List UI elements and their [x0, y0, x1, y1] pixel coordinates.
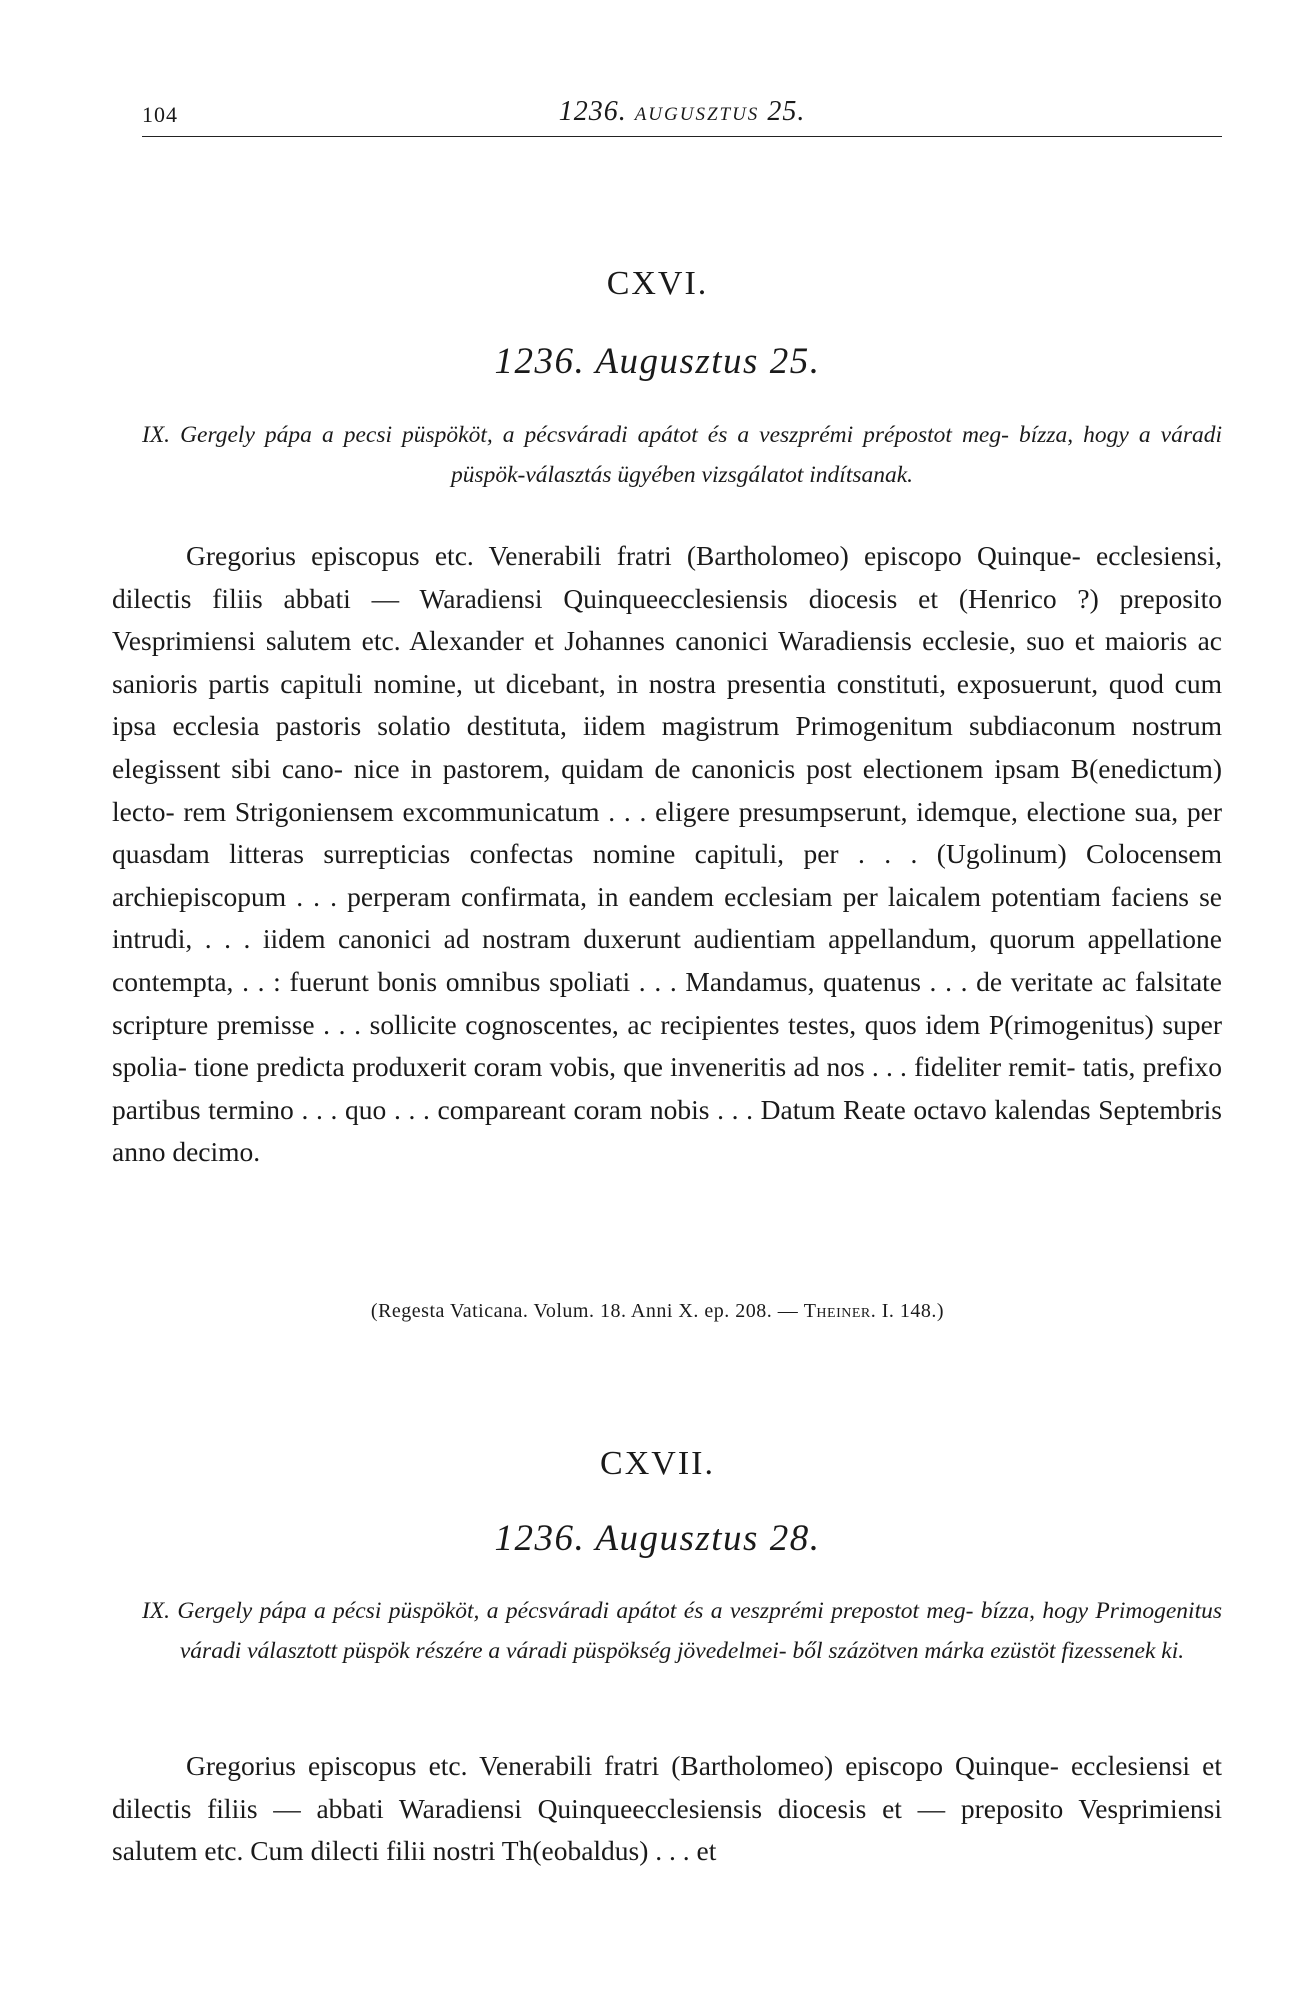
document-summary: IX. Gergely pápa a pecsi püspököt, a pécsváradi apátot és a veszprémi prépostot meg- bízza, hogy a váradi püspök-választás ügyében vizsgálatot indítsanak.	[142, 422, 1222, 488]
document-body: Gregorius episcopus etc. Venerabili fratri (Bartholomeo) episcopo Quinque- ecclesiensi et dilectis filiis — abbati Waradiensi Quinqueecclesiensis diocesis et — preposito Vesprimiensi salutem etc. Cum dilecti filii nostri Th(eobaldus) . . . et	[112, 1750, 1222, 1867]
document-number: CXVI.	[606, 265, 709, 302]
document-date: 1236. Augusztus 25.	[494, 341, 821, 382]
source-citation	[0, 1300, 1315, 1323]
running-header	[142, 96, 1222, 137]
running-day: 25.	[767, 96, 806, 127]
document-summary: IX. Gergely pápa a pécsi püspököt, a pécsváradi apátot és a veszprémi prepostot meg- bízza, hogy Primogenitus váradi választott püspök részére a váradi püspökség jövedelmei- ből százötven márka ezüstöt fizessenek ki.	[142, 1598, 1222, 1664]
source-prefix: (Regesta Vaticana. Volum. 18. Anni X. ep. 208. —	[370, 1300, 804, 1322]
running-title	[142, 96, 1222, 128]
page-number: 104	[142, 102, 178, 127]
document-number: CXVII.	[600, 1445, 715, 1482]
running-month: AUGUSZTUS	[634, 104, 760, 125]
source-suffix: . I. 148.)	[870, 1300, 945, 1322]
document-date: 1236. Augusztus 28.	[494, 1518, 821, 1559]
running-year: 1236.	[558, 96, 627, 127]
document-body: Gregorius episcopus etc. Venerabili fratri (Bartholomeo) episcopo Quinque- ecclesiensi, dilectis filiis abbati — Waradiensi Quinqueecclesiensis diocesis et (Henrico ?) preposito Vesprimiensi salutem etc. Alexander et Johannes canonici Waradiensis ecclesie, suo et maioris ac sanioris partis capituli nomine, ut dicebant, in nostra presentia constituti, exposuerunt, quod cum ipsa ecclesia pastoris solatio destituta, iidem magistrum Primogenitum subdiaconum nostrum elegissent sibi cano- nice in pastorem, quidam de canonicis post electionem ipsam B(enedictum) lecto- rem Strigoniensem excommunicatum . . . eligere presumpserunt, idemque, electione sua, per quasdam litteras surrepticias confectas nomine capituli, per . . . (Ugolinum) Colocensem archiepiscopum . . . perperam confirmata, in eandem ecclesiam per laicalem potentiam faciens se intrudi, . . . iidem canonici ad nostram duxerunt audientiam appellandum, quorum appellatione contempta, . . : fuerunt bonis omnibus spoliati . . . Mandamus, quatenus . . . de veritate ac falsitate scripture premisse . . . sollicite cognoscentes, ac recipientes testes, quos idem P(rimogenitus) super spolia- tione predicta produxerit coram vobis, que inveneritis ad nos . . . fideliter remit- tatis, prefixo partibus termino . . . quo . . . compareant coram nobis . . . Datum Reate octavo kalendas Septembris anno decimo.	[112, 540, 1222, 1168]
source-author: Theiner	[803, 1300, 871, 1322]
